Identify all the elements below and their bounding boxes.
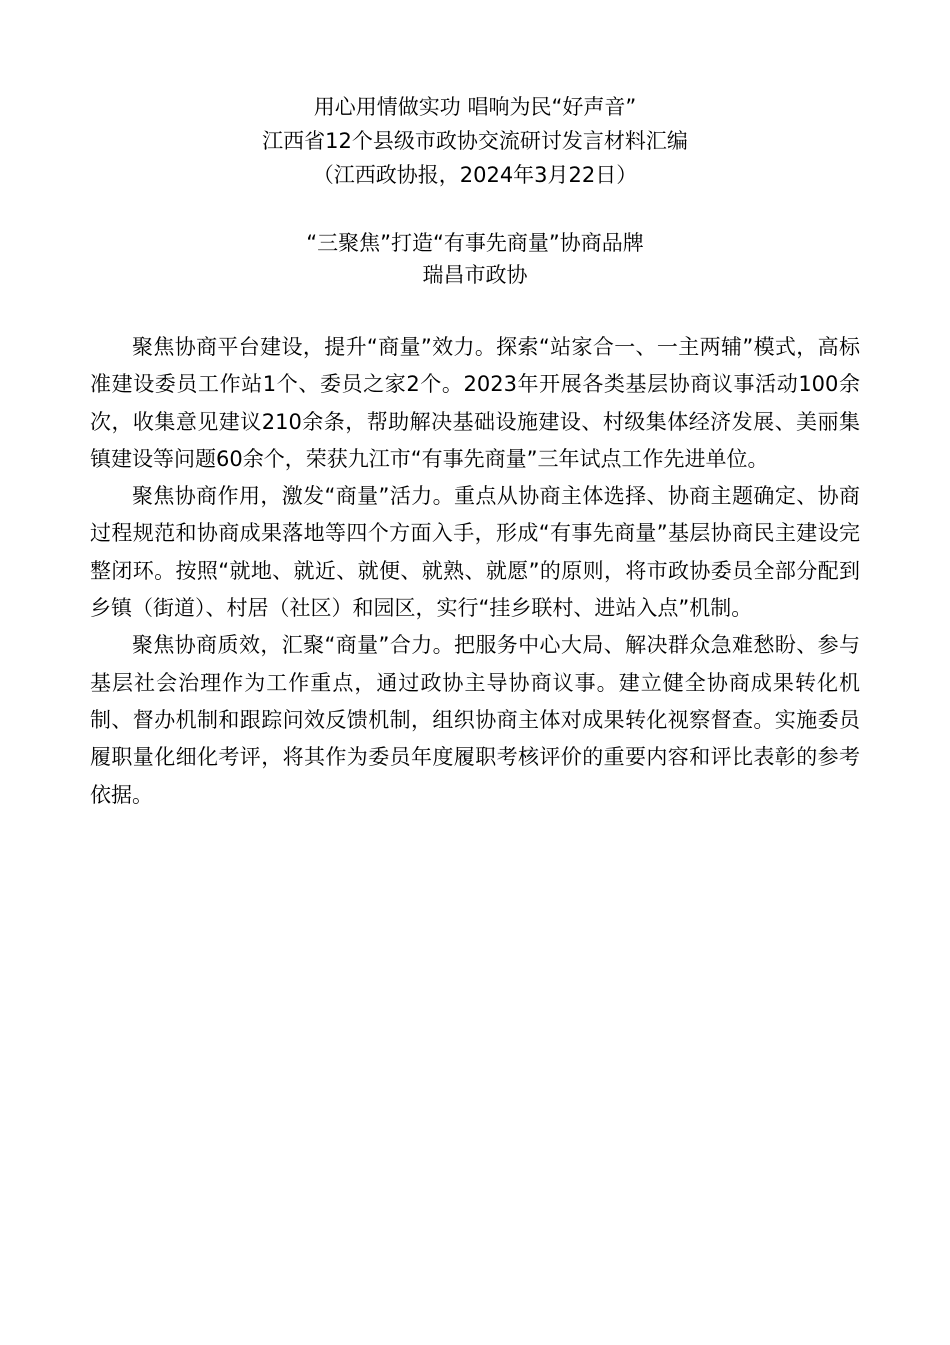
paragraph: 聚焦协商质效，汇聚“商量”合力。把服务中心大局、解决群众急难愁盼、参与基层社会治理作为工作重点，通过政协主导协商议事。建立健全协商成果转化机制、督办机制和跟踪问效反馈机制，组织协商主体对成果转化视察督查。实施委员履职量化细化考评，将其作为委员年度履职考核评价的重要内容和评比表彰的参考依据。 [90,633,860,807]
article-header [0,227,950,291]
document-header [0,90,950,192]
paragraph: 聚焦协商平台建设，提升“商量”效力。探索“站家合一、一主两辅”模式，高标准建设委员工作站1个、委员之家2个。2023年开展各类基层协商议事活动100余次，收集意见建议210余条，帮助解决基础设施建设、村级集体经济发展、美丽集镇建设等问题60余个，荣获九江市“有事先商量”三年试点工作先进单位。 [90,335,860,471]
article-author: 瑞昌市政协 [422,263,528,287]
document-source-line: （江西政协报，2024年3月22日） [312,163,638,187]
article-body [90,329,860,814]
document-title-line-2: 江西省12个县级市政协交流研讨发言材料汇编 [262,129,688,153]
article-title: “三聚焦”打造“有事先商量”协商品牌 [306,231,644,255]
paragraph: 聚焦协商作用，激发“商量”活力。重点从协商主体选择、协商主题确定、协商过程规范和协商成果落地等四个方面入手，形成“有事先商量”基层协商民主建设完整闭环。按照“就地、就近、就便、就熟、就愿”的原则，将市政协委员全部分配到乡镇（街道）、村居（社区）和园区，实行“挂乡联村、进站入点”机制。 [90,484,860,621]
document-title-line-1: 用心用情做实功 唱响为民“好声音” [313,95,637,119]
